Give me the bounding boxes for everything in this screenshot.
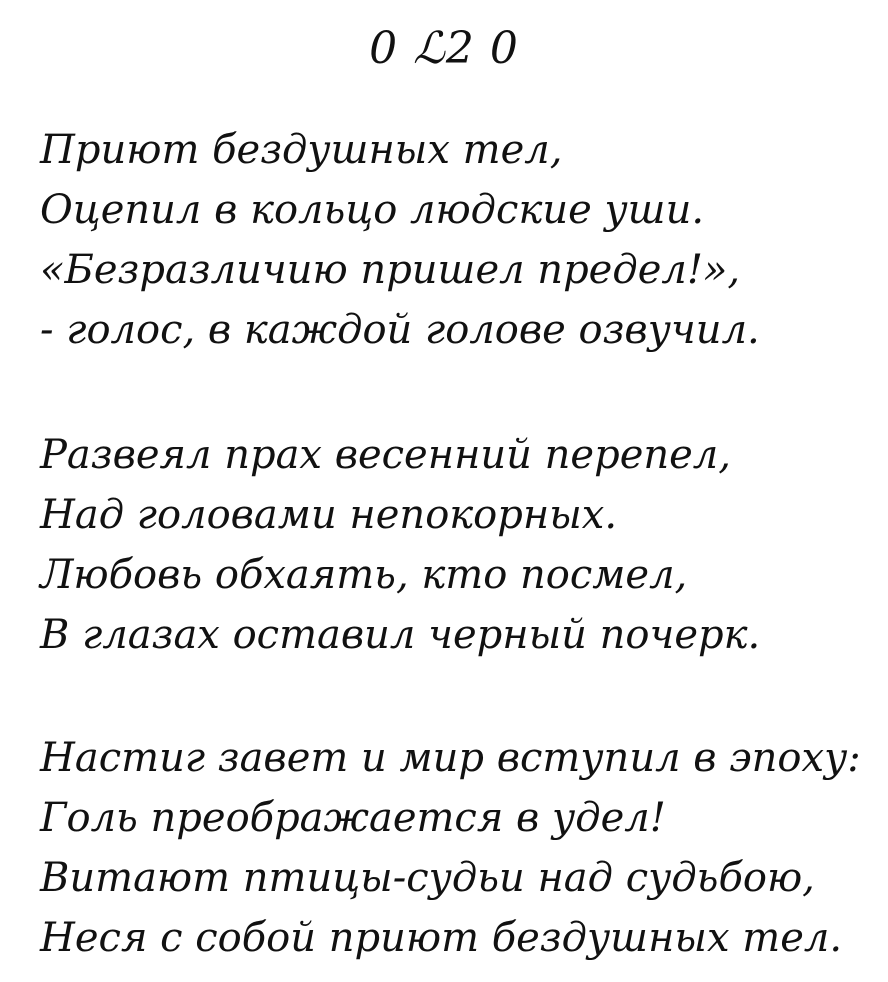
poem-line: - голос, в каждой голове озвучил. [40,307,760,353]
poem-line: Голь преображается в удел! [40,795,666,841]
poem-line: Приют бездушных тел, [40,127,563,173]
poem-line: Над головами непокорных. [40,492,618,538]
poem-title: 0 ℒ2 0 [369,23,519,74]
stanza-2 [40,425,880,665]
poem-line: Развеял прах весенний перепел, [40,432,731,478]
poem-line: Витают птицы-судьи над судьбою, [40,855,815,901]
stanza-3 [40,728,880,968]
poem-line: Неся с собой приют бездушных тел. [40,915,843,961]
poem-line: Любовь обхаять, кто посмел, [40,552,688,598]
poem-line: Оцепил в кольцо людские уши. [40,187,705,233]
poem-line: «Безразличию пришел предел!», [40,247,741,293]
poem-line: Настиг завет и мир вступил в эпоху: [40,735,861,781]
poem-line: В глазах оставил черный почерк. [40,612,761,658]
stanza-1 [40,120,880,360]
